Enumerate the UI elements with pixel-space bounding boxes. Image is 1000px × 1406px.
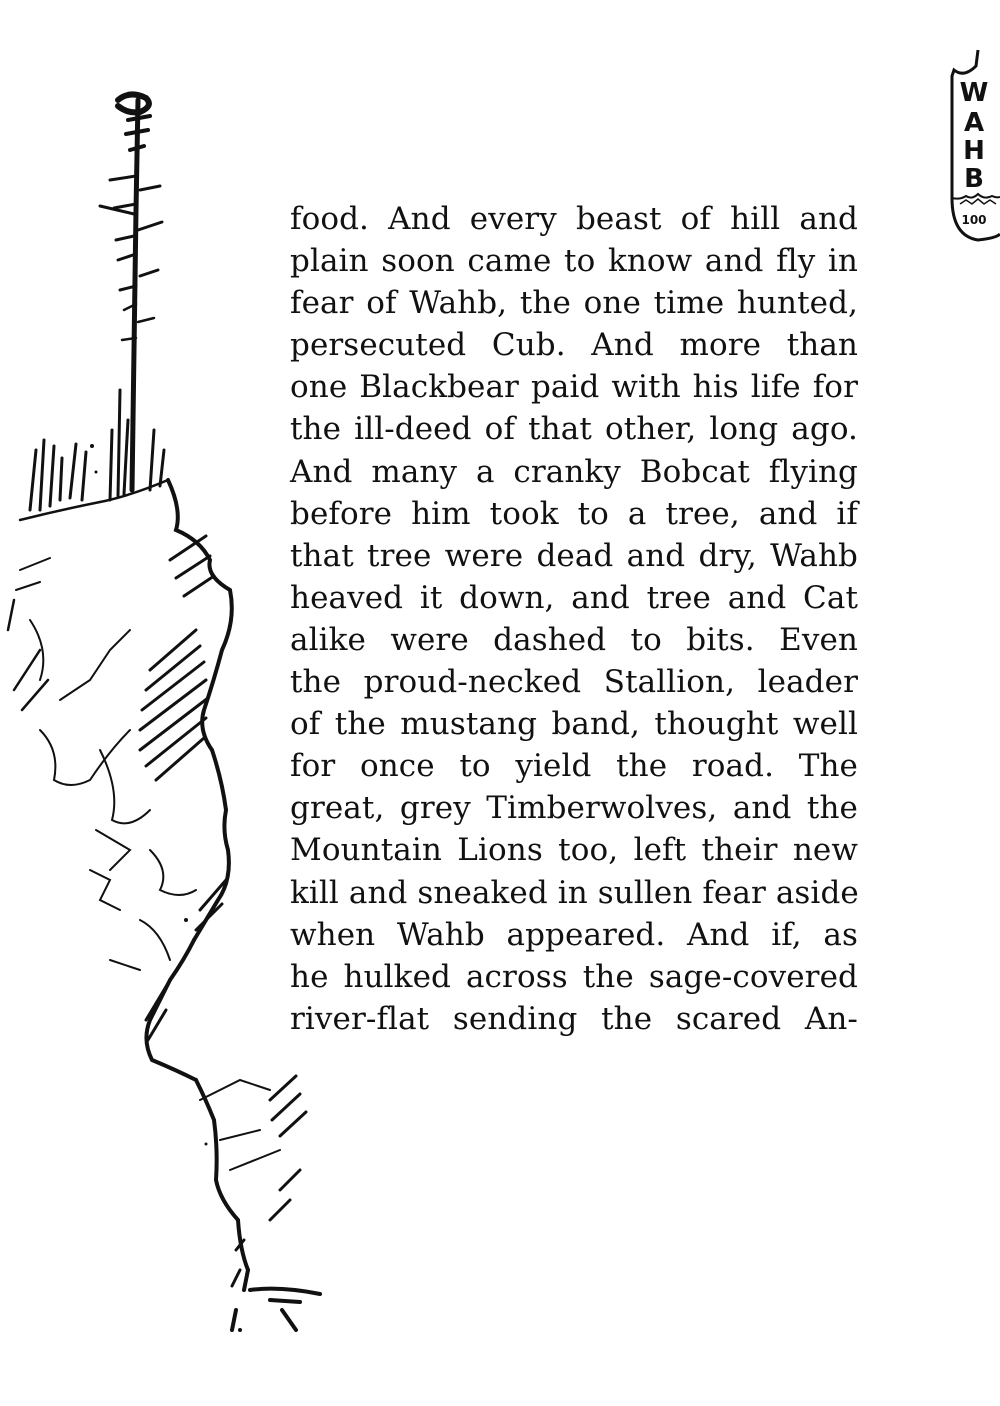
text-line: he hulked across the sage-covered <box>290 958 858 995</box>
mountain-crag-with-pine-tree-drawing-icon <box>0 90 340 1350</box>
text-line: alike were dashed to bits. Even <box>290 621 858 658</box>
badge-letter-w: W <box>959 78 989 108</box>
text-line: persecuted Cub. And more than <box>290 327 858 364</box>
text-line: the proud-necked Stallion, leader <box>290 664 858 701</box>
text-line: river-flat sending the scared An- <box>290 1000 858 1037</box>
text-line: heaved it down, and tree and Cat <box>290 579 858 616</box>
badge-letter-b: B <box>964 164 984 194</box>
text-line: And many a cranky Bobcat flying <box>290 453 858 490</box>
running-head-badge <box>948 48 1000 244</box>
body-text <box>290 198 858 1040</box>
text-line: Mountain Lions too, left their new <box>290 832 858 869</box>
badge-letter-h: H <box>963 136 985 166</box>
text-line: plain soon came to know and fly in <box>290 243 858 280</box>
text-line: food. And every beast of hill and <box>290 201 858 237</box>
text-line: fear of Wahb, the one time hunted, <box>290 285 858 322</box>
text-line: great, grey Timberwolves, and the <box>290 790 858 827</box>
page-number: 100 <box>961 213 987 227</box>
text-line: before him took to a tree, and if <box>290 495 858 532</box>
text-line: that tree were dead and dry, Wahb <box>290 537 858 574</box>
text-line: the ill-deed of that other, long ago. <box>290 411 858 448</box>
crag-drawing-svg <box>0 90 340 1350</box>
text-line: for once to yield the road. The <box>290 748 858 785</box>
text-line: kill and sneaked in sullen fear aside <box>290 874 859 911</box>
text-line: when Wahb appeared. And if, as <box>290 916 858 953</box>
text-line: one Blackbear paid with his life for <box>290 369 858 406</box>
text-line: of the mustang band, thought well <box>290 706 858 743</box>
badge-letter-a: A <box>963 108 985 138</box>
